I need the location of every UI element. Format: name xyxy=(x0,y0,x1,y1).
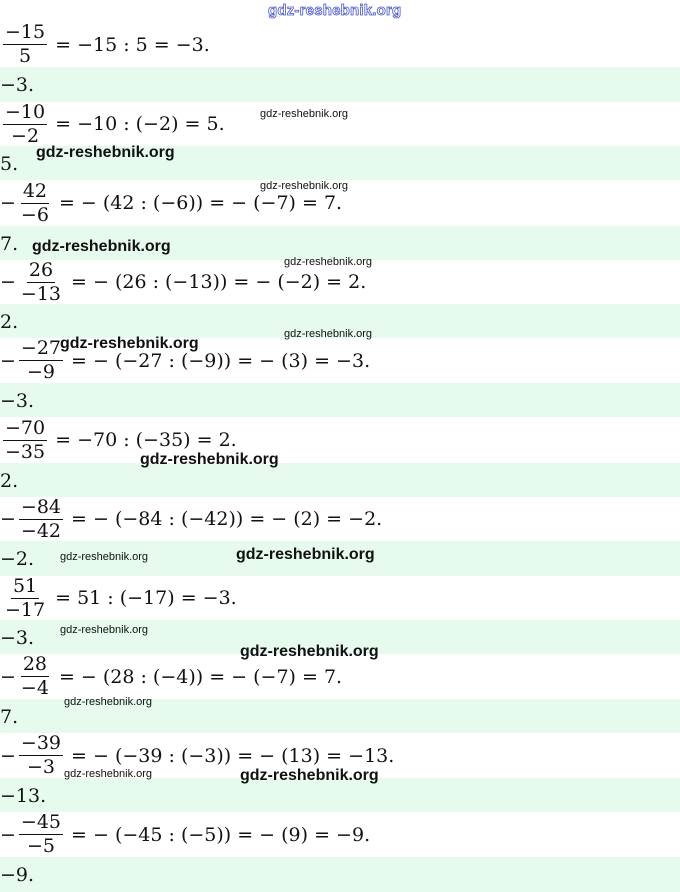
answer: 2. xyxy=(0,469,19,492)
equation-rhs: = −10 : (−2) = 5. xyxy=(55,113,225,135)
equation-row xyxy=(0,576,680,620)
leading-sign: − xyxy=(0,665,16,688)
denominator: 5 xyxy=(19,45,32,67)
equation-rhs: = − (42 : (−6)) = − (−7) = 7. xyxy=(58,192,343,214)
denominator: −2 xyxy=(11,124,40,147)
denominator: −17 xyxy=(5,598,46,621)
watermark-text: gdz-reshebnik.org xyxy=(240,767,379,784)
denominator: −3 xyxy=(26,756,55,778)
numerator: −45 xyxy=(20,811,62,833)
equation-rhs: = − (26 : (−13)) = − (−2) = 2. xyxy=(71,271,367,293)
fraction xyxy=(19,339,63,382)
answer: 2. xyxy=(0,310,19,333)
fraction xyxy=(19,495,63,542)
header-watermark: gdz-reshebnik.org xyxy=(268,2,402,19)
equation-rhs: = − (28 : (−4)) = − (−7) = 7. xyxy=(58,665,343,688)
equation-row xyxy=(0,22,680,67)
equation-rhs: = − (−27 : (−9)) = − (3) = −3. xyxy=(71,349,371,372)
equation-row xyxy=(0,497,680,541)
watermark-text: gdz-reshebnik.org xyxy=(64,768,153,780)
fraction xyxy=(3,100,47,147)
numerator: −27 xyxy=(20,337,62,359)
leading-sign: − xyxy=(0,744,16,767)
answer: −9. xyxy=(0,863,35,886)
denominator: −35 xyxy=(5,440,46,463)
watermark-text: gdz-reshebnik.org xyxy=(64,696,153,708)
numerator: −84 xyxy=(20,495,62,518)
equation-rhs: = −70 : (−35) = 2. xyxy=(55,429,237,451)
leading-sign: − xyxy=(0,508,16,530)
denominator: −4 xyxy=(20,677,49,699)
answer: −2. xyxy=(0,547,35,570)
numerator: 28 xyxy=(22,653,48,675)
leading-sign: − xyxy=(0,271,16,293)
answer-row xyxy=(0,383,680,418)
leading-sign: − xyxy=(0,823,16,846)
denominator: −9 xyxy=(26,361,55,383)
leading-sign: − xyxy=(0,349,16,372)
equation xyxy=(0,576,237,620)
watermark-text: gdz-reshebnik.org xyxy=(260,108,349,120)
equation-rhs: = − (−84 : (−42)) = − (2) = −2. xyxy=(71,508,383,530)
leading-sign: − xyxy=(0,192,16,214)
numerator: 42 xyxy=(22,179,48,202)
fraction xyxy=(19,179,51,226)
equation-rhs: = −15 : 5 = −3. xyxy=(55,33,210,56)
watermark-text: gdz-reshebnik.org xyxy=(240,643,379,660)
watermark-text: gdz-reshebnik.org xyxy=(236,546,375,563)
equation-row xyxy=(0,417,680,463)
watermark-text: gdz-reshebnik.org xyxy=(60,335,199,352)
equation xyxy=(0,22,210,67)
fraction xyxy=(19,734,63,777)
equation xyxy=(0,497,382,541)
equation-rhs: = 51 : (−17) = −3. xyxy=(55,587,237,609)
numerator: 26 xyxy=(28,258,54,281)
watermark-text: gdz-reshebnik.org xyxy=(32,238,171,255)
fraction xyxy=(3,416,47,463)
numerator: −10 xyxy=(5,100,46,123)
fraction xyxy=(19,258,63,305)
numerator: 51 xyxy=(12,574,38,597)
watermark-text: gdz-reshebnik.org xyxy=(36,144,175,161)
answer: −3. xyxy=(0,73,35,96)
answer: 5. xyxy=(0,152,19,175)
equation-rhs: = − (−39 : (−3)) = − (13) = −13. xyxy=(71,744,395,767)
answer-row xyxy=(0,67,680,102)
watermark-text: gdz-reshebnik.org xyxy=(284,328,373,340)
fraction xyxy=(19,655,51,698)
answer: 7. xyxy=(0,232,19,255)
denominator: −6 xyxy=(20,203,49,226)
fraction xyxy=(3,574,47,621)
watermark-text: gdz-reshebnik.org xyxy=(284,256,373,268)
numerator: −15 xyxy=(5,21,46,43)
watermark-text: gdz-reshebnik.org xyxy=(140,451,279,468)
answer: −3. xyxy=(0,389,35,412)
numerator: −70 xyxy=(5,416,46,439)
denominator: −42 xyxy=(20,519,62,542)
watermark-text: gdz-reshebnik.org xyxy=(260,180,349,192)
answer: 7. xyxy=(0,705,19,728)
answer: −13. xyxy=(0,784,47,807)
answer-row xyxy=(0,857,680,892)
denominator: −5 xyxy=(26,835,55,857)
numerator: −39 xyxy=(20,732,62,754)
watermark-text: gdz-reshebnik.org xyxy=(60,624,149,636)
equation xyxy=(0,812,370,857)
equation xyxy=(0,102,225,146)
answer-row xyxy=(0,463,680,498)
denominator: −13 xyxy=(20,282,62,305)
equation-rhs: = − (−45 : (−5)) = − (9) = −9. xyxy=(71,823,371,846)
answer: −3. xyxy=(0,626,35,649)
fraction xyxy=(19,813,63,856)
fraction xyxy=(3,23,47,66)
watermark-text: gdz-reshebnik.org xyxy=(60,551,149,563)
equation-row xyxy=(0,812,680,857)
